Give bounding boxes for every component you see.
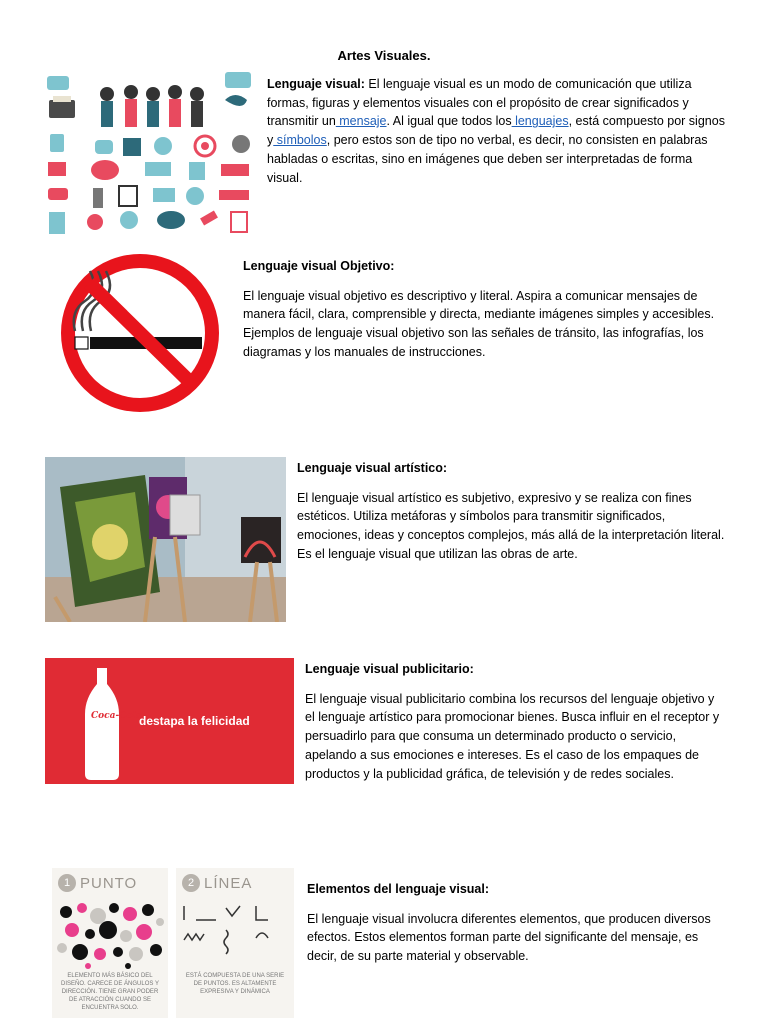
coca-cola-ad-image	[45, 658, 294, 784]
no-smoking-sign-image	[45, 253, 235, 413]
paragraph-text: , pero estos son de tipo no verbal, es decir, no consisten en palabras habladas o escritas, sino en imágenes que deben ser interpretadas de forma visual.	[267, 133, 708, 185]
card-number-badge: 2	[182, 874, 200, 892]
ad-slogan: destapa la felicidad	[139, 714, 250, 728]
card-caption: ELEMENTO MÁS BÁSICO DEL DISEÑO. CARECE DE ÁNGULOS Y DIRECCIÓN. TIENE GRAN PODER DE ATRACCIÓN CUANDO SE ENCUENTRA SOLO.	[61, 973, 159, 1011]
art-exhibition-photo	[45, 457, 286, 622]
section-publicitario	[305, 660, 727, 793]
page-title: Artes Visuales.	[337, 48, 431, 63]
paragraph-text: El lenguaje visual publicitario combina los recursos del lenguaje objetivo y el lenguaje artístico para promocionar bienes. Busca influir en el receptor y persuadirlo para que consuma un determinado producto o servicio, apelando a sus emociones e intereses. Es el caso de los empaques de productos y la publicidad gráfica, de televisión y de redes sociales.	[305, 691, 720, 781]
link-lenguajes[interactable]: lenguajes	[511, 114, 569, 129]
bottle-silhouette	[85, 668, 119, 780]
section-heading: Lenguaje visual:	[267, 77, 365, 91]
paragraph-text: . Al igual que todos los	[386, 114, 512, 129]
section-heading: Lenguaje visual Objetivo:	[243, 259, 395, 273]
elements-cards-image	[52, 868, 294, 1018]
section-heading: Lenguaje visual publicitario:	[305, 662, 474, 676]
link-mensaje[interactable]: mensaje	[335, 114, 387, 129]
paragraph-text: El lenguaje visual involucra diferentes elementos, que producen diversos efectos. Estos elementos forman parte del significante del mensaje, es decir, de su parte material y observable.	[307, 911, 711, 964]
section-heading: Elementos del lenguaje visual:	[307, 882, 490, 896]
section-lenguaje-visual	[267, 75, 725, 187]
lines-illustration	[176, 900, 294, 964]
card-linea	[176, 868, 294, 1018]
paragraph-text: El lenguaje visual es un modo de comunicación que utiliza formas, figuras y elementos visuales con el propósito de crear significados y transmitir un	[267, 77, 692, 129]
dots-illustration	[52, 898, 168, 970]
section-artistico	[297, 459, 725, 574]
link-simbolos[interactable]: símbolos	[273, 133, 327, 148]
card-title: LÍNEA	[204, 874, 253, 892]
ad-brand-text: Coca-Cola	[91, 711, 142, 721]
communication-icons-image	[45, 70, 257, 238]
section-elementos	[307, 880, 727, 976]
paragraph-text: El lenguaje visual artístico es subjetivo, expresivo y se realiza con fines estéticos. Utiliza metáforas y símbolos para transmitir significados, emociones, ideas y conceptos complejos, más allá de la interpretación literal. Es el lenguaje visual que utilizan las obras de arte.	[297, 490, 725, 561]
section-heading: Lenguaje visual artístico:	[297, 461, 448, 475]
card-punto	[52, 868, 168, 1018]
icon-cluster	[47, 72, 251, 234]
section-objetivo	[243, 257, 723, 372]
paragraph-text: El lenguaje visual objetivo es descriptivo y literal. Aspira a comunicar mensajes de manera fácil, clara, comprensible y directa, mediante imágenes simples y accesibles. Ejemplos de lenguaje visual objetivo son las señales de tránsito, las infografías, los diagramas y los manuales de instrucciones.	[243, 288, 715, 359]
card-number-badge: 1	[58, 874, 76, 892]
paragraph-text: , está compuesto por signos y	[267, 114, 725, 148]
card-title: PUNTO	[80, 874, 138, 892]
card-caption: ESTÁ COMPUESTA DE UNA SERIE DE PUNTOS. ES ALTAMENTE EXPRESIVA Y DINÁMICA	[185, 973, 285, 995]
